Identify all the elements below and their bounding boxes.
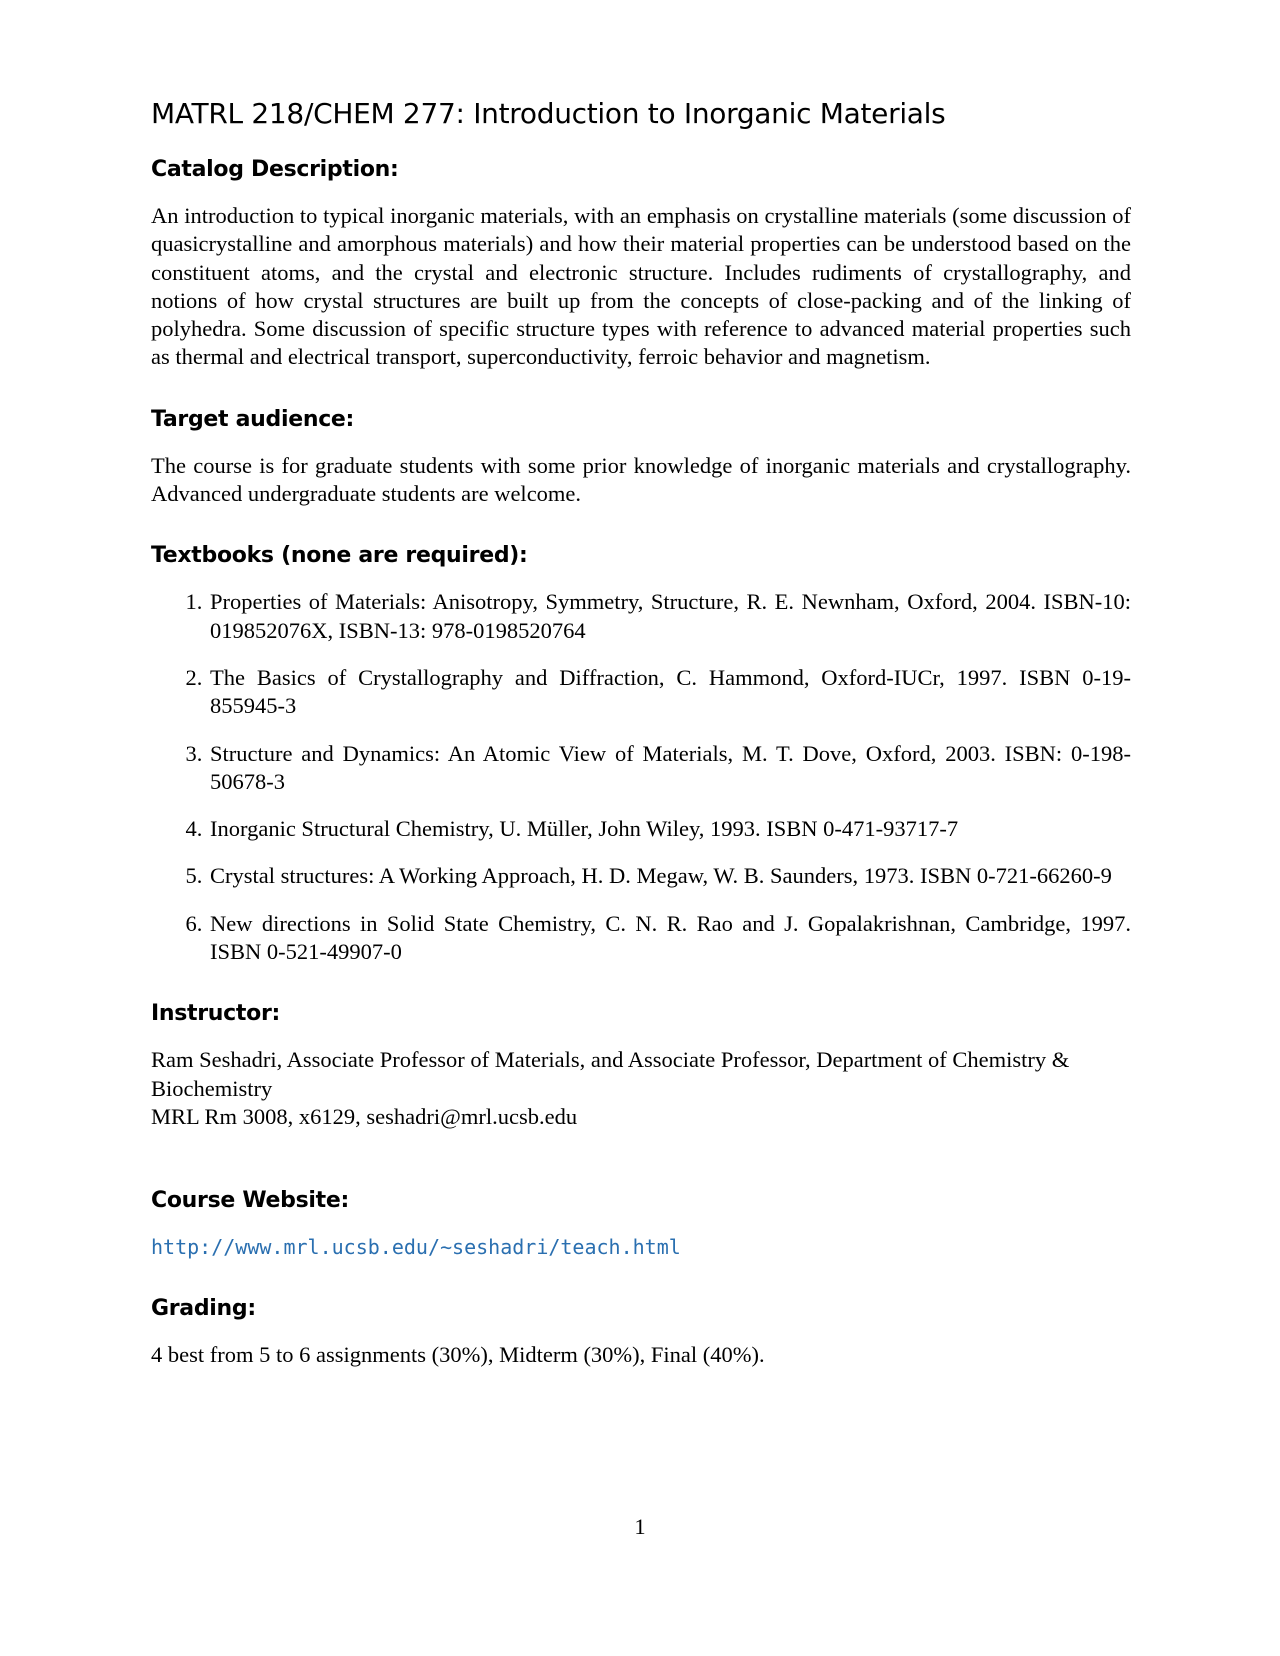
audience-heading: Target audience: <box>151 406 355 432</box>
instructor-info <box>151 1046 1131 1131</box>
page-title: MATRL 218/CHEM 277: Introduction to Inorganic Materials <box>151 97 946 130</box>
textbook-item: 5. Crystal structures: A Working Approach, H. D. Megaw, W. B. Saunders, 1973. ISBN 0-721-66260-9 <box>208 862 1131 890</box>
document-page <box>151 96 1131 1370</box>
textbook-item: 1. Properties of Materials: Anisotropy, Symmetry, Structure, R. E. Newnham, Oxford, 2004. ISBN-10: 019852076X, ISBN-13: 978-0198520764 <box>208 588 1131 645</box>
page-number: 1 <box>634 1514 646 1539</box>
textbook-item: 4. Inorganic Structural Chemistry, U. Müller, John Wiley, 1993. ISBN 0-471-93717-7 <box>208 815 1131 843</box>
course-website-link[interactable]: http://www.mrl.ucsb.edu/∼seshadri/teach.html <box>151 1235 681 1260</box>
audience-description: The course is for graduate students with some prior knowledge of inorganic materials and crystallography. Advanced undergraduate students are welcome. <box>151 452 1131 507</box>
catalog-heading: Catalog Description: <box>151 157 399 182</box>
instructor-contact-line: MRL Rm 3008, x6129, seshadri@mrl.ucsb.edu <box>151 1103 578 1129</box>
catalog-description: An introduction to typical inorganic materials, with an emphasis on crystalline materials (some discussion of quasicrystalline and amorphous materials) and how their material properties can be understood based on the constituent atoms, and the crystal and electronic structure. Includes rudiments of crystallography, and notions of how crystal structures are built up from the concepts of close-packing and of the linking of polyhedra. Some discussion of specific structure types with reference to advanced material properties such as thermal and electrical transport, superconductivity, ferroic behavior and magnetism. <box>151 203 1131 370</box>
grading-heading: Grading: <box>151 1296 256 1322</box>
instructor-heading: Instructor: <box>151 1001 280 1027</box>
textbook-list <box>151 588 1131 966</box>
instructor-title-line: Ram Seshadri, Associate Professor of Materials, and Associate Professor, Department of Chemistry & Biochemistry <box>151 1047 1070 1101</box>
textbook-item: 3. Structure and Dynamics: An Atomic View of Materials, M. T. Dove, Oxford, 2003. ISBN: 0-198-50678-3 <box>208 740 1131 797</box>
textbooks-heading: Textbooks (none are required): <box>151 543 528 569</box>
website-heading: Course Website: <box>151 1188 349 1214</box>
textbook-item: 2. The Basics of Crystallography and Diffraction, C. Hammond, Oxford-IUCr, 1997. ISBN 0-19-855945-3 <box>208 664 1131 721</box>
grading-text: 4 best from 5 to 6 assignments (30%), Midterm (30%), Final (40%). <box>151 1342 765 1368</box>
textbook-item: 6. New directions in Solid State Chemistry, C. N. R. Rao and J. Gopalakrishnan, Cambridge, 1997. ISBN 0-521-49907-0 <box>208 910 1131 967</box>
